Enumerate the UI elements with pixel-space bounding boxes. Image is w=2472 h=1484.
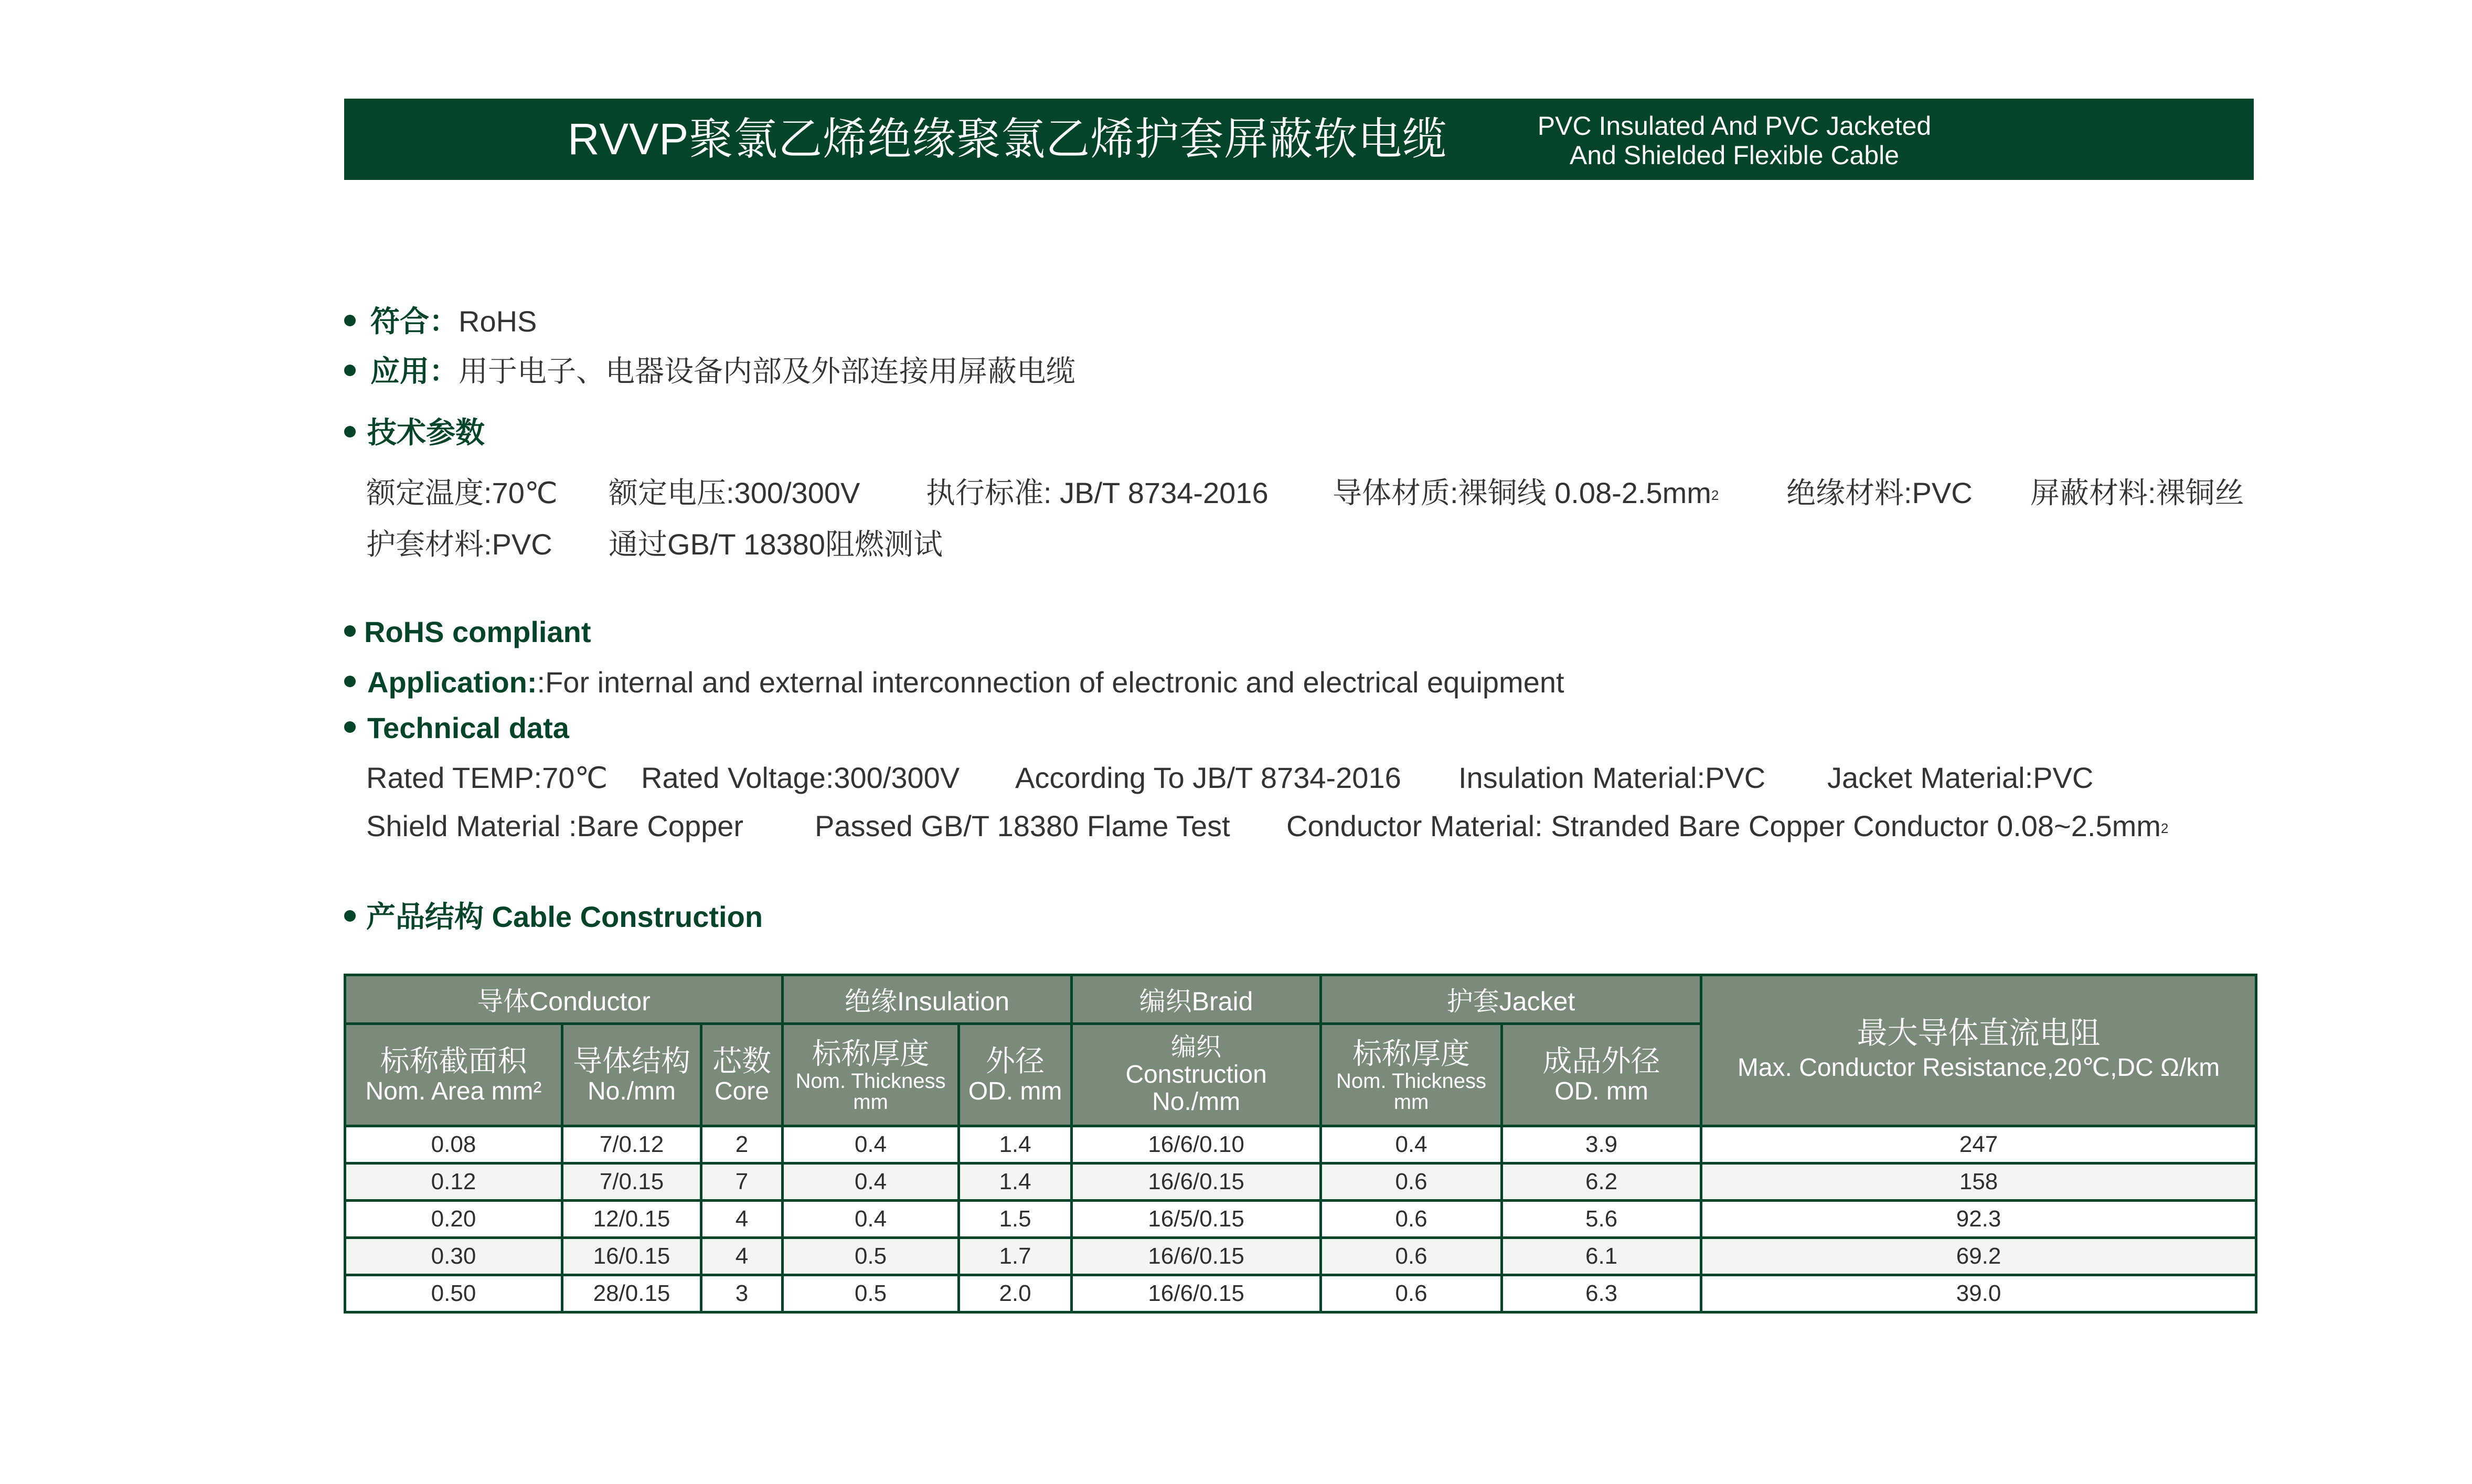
en-tech-heading bbox=[344, 710, 569, 746]
en-param-standard: According To JB/T 8734-2016 bbox=[1015, 761, 1401, 794]
title-cn: RVVP聚氯乙烯绝缘聚氯乙烯护套屏蔽软电缆 bbox=[568, 114, 1447, 164]
cn-tech-heading bbox=[344, 414, 485, 451]
cell-jk-thickness: 0.6 bbox=[1321, 1238, 1502, 1275]
en-param-insulation: Insulation Material:PVC bbox=[1458, 761, 1766, 794]
col-jk-od-cn: 成品外径 bbox=[1542, 1044, 1660, 1077]
col-jk-thickness-unit: mm bbox=[1393, 1091, 1429, 1114]
cn-comply-label: 符合： bbox=[370, 305, 459, 338]
col-area-en: Nom. Area mm² bbox=[365, 1077, 542, 1105]
cell-jk-od: 3.9 bbox=[1502, 1126, 1701, 1163]
col-resistance-cn: 最大导体直流电阻 bbox=[1857, 1016, 2101, 1050]
cell-ins-od: 1.5 bbox=[959, 1201, 1072, 1238]
en-rohs-label: RoHS compliant bbox=[364, 615, 591, 648]
cell-ins-od: 1.7 bbox=[959, 1238, 1072, 1275]
cell-braid: 16/6/0.15 bbox=[1072, 1163, 1321, 1201]
en-param-flame: Passed GB/T 18380 Flame Test bbox=[815, 809, 1230, 842]
cell-strand: 7/0.15 bbox=[562, 1163, 701, 1201]
group-conductor: 导体Conductor bbox=[345, 975, 783, 1024]
en-application-value: :For internal and external interconnection of electronic and electrical equipment bbox=[537, 666, 1564, 699]
bullet-icon bbox=[344, 426, 356, 437]
title-en bbox=[1525, 111, 2165, 170]
cell-strand: 12/0.15 bbox=[562, 1201, 701, 1238]
cn-param-shield: 屏蔽材料:裸铜丝 bbox=[2030, 476, 2244, 509]
cell-ins-thickness: 0.5 bbox=[783, 1275, 959, 1312]
col-core-cn: 芯数 bbox=[712, 1044, 772, 1077]
table-row bbox=[345, 1238, 2256, 1275]
en-param-shield: Shield Material :Bare Copper bbox=[366, 809, 744, 842]
cn-param-conductor-text: 导体材质:裸铜线 0.08-2.5mm bbox=[1333, 476, 1711, 509]
cell-ins-od: 1.4 bbox=[959, 1126, 1072, 1163]
col-braid-en2: No./mm bbox=[1152, 1088, 1241, 1116]
cell-strand: 28/0.15 bbox=[562, 1275, 701, 1312]
cell-resistance: 39.0 bbox=[1701, 1275, 2256, 1312]
cell-core: 4 bbox=[701, 1238, 783, 1275]
cell-core: 3 bbox=[701, 1275, 783, 1312]
bullet-icon bbox=[344, 625, 356, 637]
table-row bbox=[345, 1201, 2256, 1238]
col-ins-thickness-en: Nom. Thickness bbox=[795, 1070, 946, 1093]
title-banner bbox=[344, 99, 2254, 180]
en-param-conductor bbox=[1286, 808, 2168, 845]
cell-area: 0.50 bbox=[345, 1275, 562, 1312]
construction-heading bbox=[344, 899, 763, 935]
cell-area: 0.30 bbox=[345, 1238, 562, 1275]
construction-label: 产品结构 Cable Construction bbox=[366, 900, 763, 933]
table-body bbox=[345, 1126, 2256, 1312]
cn-param-flame: 通过GB/T 18380阻燃测试 bbox=[609, 528, 943, 561]
col-ins-thickness bbox=[783, 1024, 959, 1126]
cell-strand: 16/0.15 bbox=[562, 1238, 701, 1275]
col-jk-od-en: OD. mm bbox=[1554, 1077, 1648, 1105]
en-application-line bbox=[344, 664, 1564, 701]
cell-jk-thickness: 0.6 bbox=[1321, 1163, 1502, 1201]
cell-area: 0.20 bbox=[345, 1201, 562, 1238]
col-ins-thickness-unit: mm bbox=[853, 1091, 888, 1114]
en-rohs-line bbox=[344, 614, 591, 650]
title-en-line2: And Shielded Flexible Cable bbox=[1569, 141, 1900, 170]
col-area-cn: 标称截面积 bbox=[380, 1044, 527, 1077]
cell-resistance: 69.2 bbox=[1701, 1238, 2256, 1275]
table-row bbox=[345, 1275, 2256, 1312]
col-core-en: Core bbox=[714, 1077, 770, 1105]
bullet-icon bbox=[344, 676, 356, 687]
en-param-jacket: Jacket Material:PVC bbox=[1827, 761, 2094, 794]
cn-application-line bbox=[344, 353, 1075, 390]
en-application-label: Application: bbox=[367, 666, 537, 699]
cell-resistance: 158 bbox=[1701, 1163, 2256, 1201]
cable-construction-table bbox=[344, 974, 2257, 1314]
cell-area: 0.12 bbox=[345, 1163, 562, 1201]
bullet-icon bbox=[344, 315, 356, 326]
cn-param-temp: 额定温度:70℃ bbox=[366, 476, 558, 509]
cn-comply-line bbox=[344, 303, 537, 340]
col-jk-thickness-en: Nom. Thickness bbox=[1336, 1070, 1487, 1093]
group-jacket: 护套Jacket bbox=[1321, 975, 1701, 1024]
cell-jk-thickness: 0.4 bbox=[1321, 1126, 1502, 1163]
title-en-line1: PVC Insulated And PVC Jacketed bbox=[1537, 111, 1932, 141]
cn-param-insulation: 绝缘材料:PVC bbox=[1786, 476, 1973, 509]
en-tech-label: Technical data bbox=[367, 711, 569, 744]
col-area bbox=[345, 1024, 562, 1126]
en-param-voltage: Rated Voltage:300/300V bbox=[641, 761, 960, 794]
cell-area: 0.08 bbox=[345, 1126, 562, 1163]
bullet-icon bbox=[344, 721, 356, 733]
col-core bbox=[701, 1024, 783, 1126]
bullet-icon bbox=[344, 365, 356, 376]
col-braid-cn: 编织 bbox=[1171, 1033, 1222, 1061]
cell-braid: 16/6/0.15 bbox=[1072, 1238, 1321, 1275]
cell-jk-od: 6.1 bbox=[1502, 1238, 1701, 1275]
table-row bbox=[345, 1163, 2256, 1201]
col-ins-od-en: OD. mm bbox=[968, 1077, 1062, 1105]
col-jk-od bbox=[1502, 1024, 1701, 1126]
table-group-header-row bbox=[345, 975, 2256, 1024]
en-param-conductor-text: Conductor Material: Stranded Bare Copper Conductor 0.08~2.5mm bbox=[1286, 809, 2161, 842]
bullet-icon bbox=[344, 910, 356, 922]
cn-param-jacket: 护套材料:PVC bbox=[366, 528, 552, 561]
cell-resistance: 247 bbox=[1701, 1126, 2256, 1163]
cell-jk-thickness: 0.6 bbox=[1321, 1275, 1502, 1312]
en-param-temp: Rated TEMP:70℃ bbox=[366, 761, 608, 794]
cell-jk-od: 6.3 bbox=[1502, 1275, 1701, 1312]
cell-jk-od: 6.2 bbox=[1502, 1163, 1701, 1201]
group-braid: 编织Braid bbox=[1072, 975, 1321, 1024]
col-jk-thickness bbox=[1321, 1024, 1502, 1126]
cell-core: 4 bbox=[701, 1201, 783, 1238]
cell-strand: 7/0.12 bbox=[562, 1126, 701, 1163]
cn-param-voltage: 额定电压:300/300V bbox=[609, 476, 860, 509]
col-strand-cn: 导体结构 bbox=[573, 1044, 690, 1077]
cn-param-standard: 执行标准: JB/T 8734-2016 bbox=[926, 476, 1269, 509]
cell-braid: 16/6/0.10 bbox=[1072, 1126, 1321, 1163]
en-param-conductor-sup: 2 bbox=[2160, 820, 2169, 836]
col-jk-thickness-cn: 标称厚度 bbox=[1352, 1037, 1471, 1070]
cell-ins-od: 1.4 bbox=[959, 1163, 1072, 1201]
cell-ins-od: 2.0 bbox=[959, 1275, 1072, 1312]
cn-tech-label: 技术参数 bbox=[367, 416, 485, 449]
col-resistance-en: Max. Conductor Resistance,20℃,DC Ω/km bbox=[1737, 1053, 2220, 1082]
cell-resistance: 92.3 bbox=[1701, 1201, 2256, 1238]
cell-braid: 16/6/0.15 bbox=[1072, 1275, 1321, 1312]
cn-param-conductor-sup: 2 bbox=[1711, 487, 1719, 503]
group-insulation: 绝缘Insulation bbox=[783, 975, 1072, 1024]
cell-jk-od: 5.6 bbox=[1502, 1201, 1701, 1238]
cell-jk-thickness: 0.6 bbox=[1321, 1201, 1502, 1238]
cn-application-value: 用于电子、电器设备内部及外部连接用屏蔽电缆 bbox=[459, 355, 1075, 388]
cell-braid: 16/5/0.15 bbox=[1072, 1201, 1321, 1238]
col-resistance bbox=[1701, 975, 2256, 1126]
col-ins-thickness-cn: 标称厚度 bbox=[812, 1037, 930, 1070]
cell-ins-thickness: 0.4 bbox=[783, 1201, 959, 1238]
cell-core: 2 bbox=[701, 1126, 783, 1163]
col-braid-en1: Construction bbox=[1125, 1061, 1267, 1088]
col-ins-od bbox=[959, 1024, 1072, 1126]
cn-param-conductor bbox=[1333, 475, 1719, 511]
cell-ins-thickness: 0.4 bbox=[783, 1126, 959, 1163]
cell-ins-thickness: 0.4 bbox=[783, 1163, 959, 1201]
col-ins-od-cn: 外径 bbox=[986, 1044, 1045, 1077]
col-strand-en: No./mm bbox=[588, 1077, 676, 1105]
cn-comply-value: RoHS bbox=[459, 305, 537, 338]
cell-core: 7 bbox=[701, 1163, 783, 1201]
cn-application-label: 应用： bbox=[370, 355, 459, 388]
cell-ins-thickness: 0.5 bbox=[783, 1238, 959, 1275]
table-row bbox=[345, 1126, 2256, 1163]
col-strand bbox=[562, 1024, 701, 1126]
col-braid bbox=[1072, 1024, 1321, 1126]
